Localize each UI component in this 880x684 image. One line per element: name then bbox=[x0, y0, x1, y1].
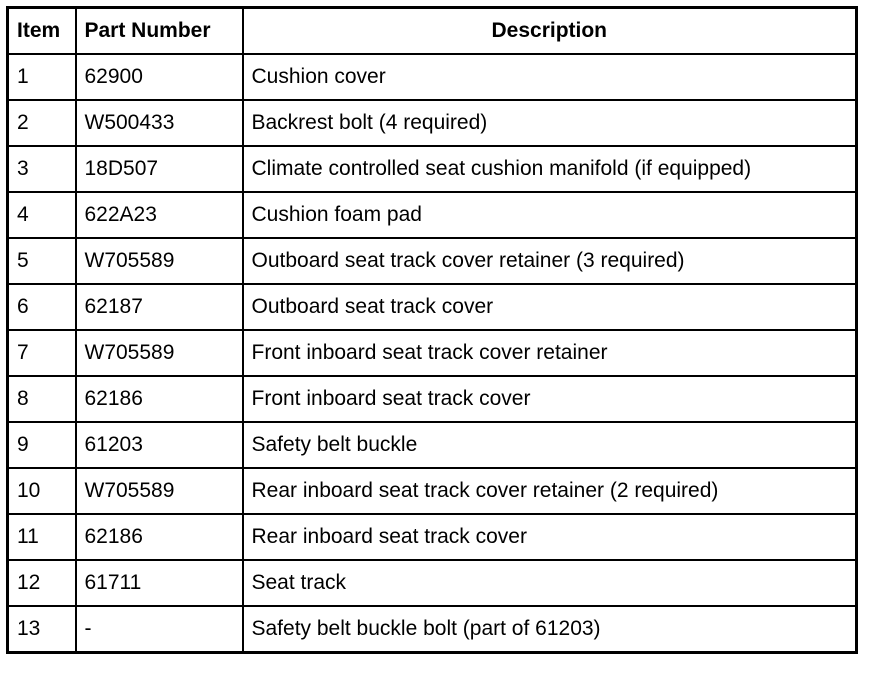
cell-item: 12 bbox=[8, 560, 76, 606]
table-row bbox=[8, 422, 857, 468]
cell-part-number: W500433 bbox=[76, 100, 243, 146]
cell-description: Rear inboard seat track cover retainer (2 required) bbox=[243, 468, 857, 514]
cell-item: 3 bbox=[8, 146, 76, 192]
cell-description: Outboard seat track cover retainer (3 required) bbox=[243, 238, 857, 284]
cell-item: 5 bbox=[8, 238, 76, 284]
header-description: Description bbox=[243, 8, 857, 55]
parts-table bbox=[6, 6, 858, 654]
table-row bbox=[8, 514, 857, 560]
cell-part-number: W705589 bbox=[76, 468, 243, 514]
header-item: Item bbox=[8, 8, 76, 55]
cell-item: 13 bbox=[8, 606, 76, 653]
table-row bbox=[8, 100, 857, 146]
table-row bbox=[8, 238, 857, 284]
cell-description: Front inboard seat track cover retainer bbox=[243, 330, 857, 376]
header-row bbox=[8, 8, 857, 55]
cell-item: 1 bbox=[8, 54, 76, 100]
cell-part-number: 62186 bbox=[76, 514, 243, 560]
cell-description: Rear inboard seat track cover bbox=[243, 514, 857, 560]
table-row bbox=[8, 146, 857, 192]
header-part-number: Part Number bbox=[76, 8, 243, 55]
cell-description: Safety belt buckle bolt (part of 61203) bbox=[243, 606, 857, 653]
table-row bbox=[8, 560, 857, 606]
cell-item: 2 bbox=[8, 100, 76, 146]
cell-description: Cushion cover bbox=[243, 54, 857, 100]
table-row bbox=[8, 606, 857, 653]
table-header bbox=[8, 8, 857, 55]
cell-item: 10 bbox=[8, 468, 76, 514]
table-row bbox=[8, 192, 857, 238]
cell-part-number: 61711 bbox=[76, 560, 243, 606]
cell-description: Front inboard seat track cover bbox=[243, 376, 857, 422]
cell-part-number: 62900 bbox=[76, 54, 243, 100]
cell-part-number: 622A23 bbox=[76, 192, 243, 238]
cell-part-number: W705589 bbox=[76, 330, 243, 376]
table-row bbox=[8, 54, 857, 100]
cell-item: 4 bbox=[8, 192, 76, 238]
cell-part-number: - bbox=[76, 606, 243, 653]
cell-part-number: 62187 bbox=[76, 284, 243, 330]
table-body bbox=[8, 54, 857, 653]
cell-item: 9 bbox=[8, 422, 76, 468]
cell-part-number: W705589 bbox=[76, 238, 243, 284]
table-row bbox=[8, 284, 857, 330]
cell-item: 11 bbox=[8, 514, 76, 560]
cell-description: Backrest bolt (4 required) bbox=[243, 100, 857, 146]
cell-description: Cushion foam pad bbox=[243, 192, 857, 238]
cell-description: Safety belt buckle bbox=[243, 422, 857, 468]
table-row bbox=[8, 468, 857, 514]
table-row bbox=[8, 376, 857, 422]
cell-description: Outboard seat track cover bbox=[243, 284, 857, 330]
cell-description: Climate controlled seat cushion manifold (if equipped) bbox=[243, 146, 857, 192]
table-row bbox=[8, 330, 857, 376]
cell-item: 7 bbox=[8, 330, 76, 376]
cell-part-number: 62186 bbox=[76, 376, 243, 422]
cell-description: Seat track bbox=[243, 560, 857, 606]
cell-item: 8 bbox=[8, 376, 76, 422]
cell-part-number: 61203 bbox=[76, 422, 243, 468]
cell-item: 6 bbox=[8, 284, 76, 330]
cell-part-number: 18D507 bbox=[76, 146, 243, 192]
